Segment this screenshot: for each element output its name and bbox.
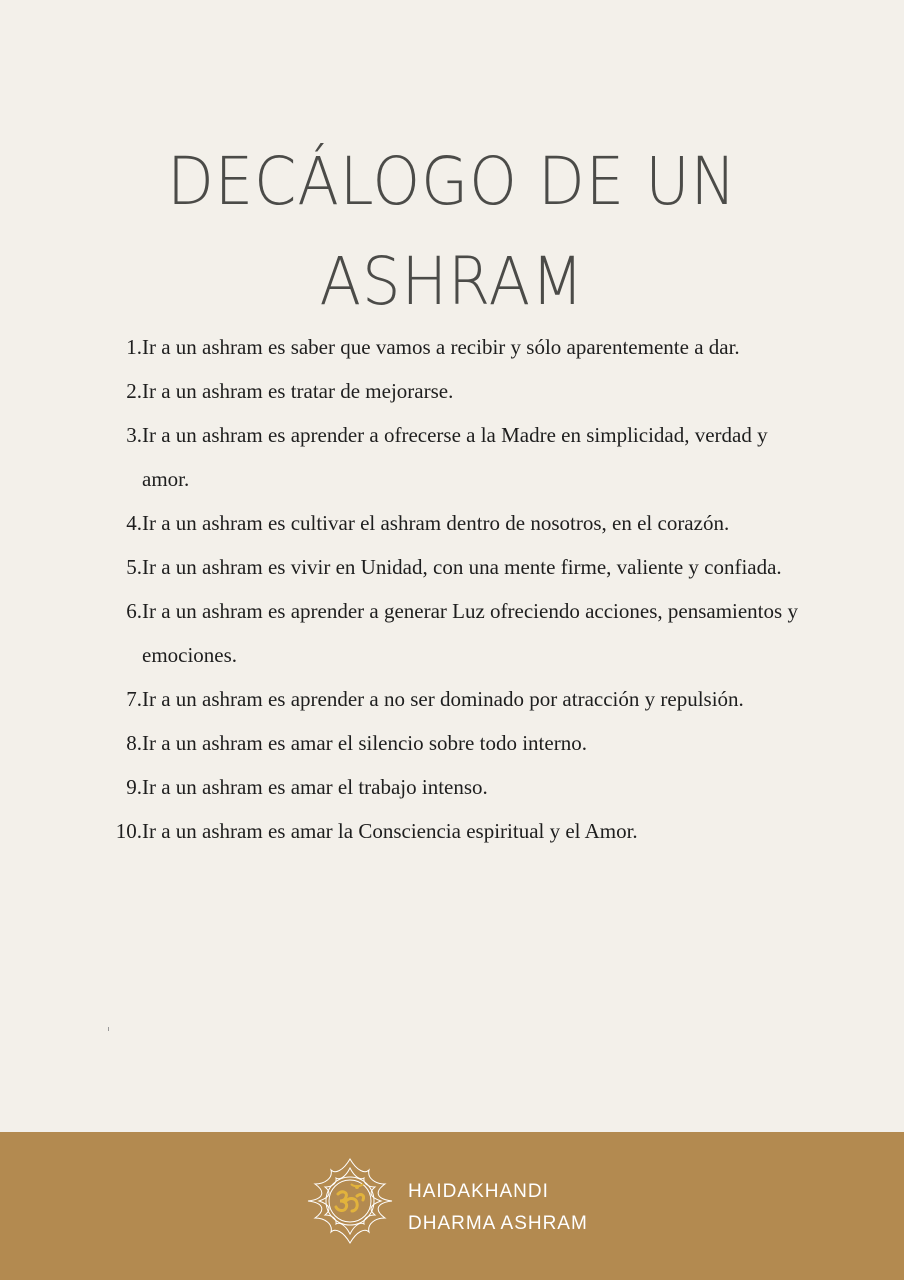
item-text: Ir a un ashram es amar la Consciencia espiritual y el Amor. (142, 819, 638, 843)
brand-line-2: DHARMA ASHRAM (408, 1213, 588, 1234)
list-item (0, 589, 904, 677)
item-number: 4. (126, 511, 142, 535)
item-number: 1. (126, 335, 142, 359)
item-number: 2. (126, 379, 142, 403)
brand-name (408, 1176, 588, 1240)
item-text: Ir a un ashram es aprender a ofrecerse a la Madre en simplicidad, verdad y amor. (142, 423, 768, 491)
title-line-1: DECÁLOGO DE UN (167, 143, 737, 221)
item-text: Ir a un ashram es aprender a no ser dominado por atracción y repulsión. (142, 687, 744, 711)
item-number: 9. (126, 775, 142, 799)
brand-line-1: HAIDAKHANDI (408, 1181, 549, 1202)
list-item (0, 501, 904, 545)
footer-banner (0, 1132, 904, 1280)
item-text: Ir a un ashram es aprender a generar Luz ofreciendo acciones, pensamientos y emociones. (142, 599, 798, 667)
item-number: 8. (126, 731, 142, 755)
item-number: 6. (126, 599, 142, 623)
stray-mark (108, 1027, 109, 1031)
item-text: Ir a un ashram es amar el trabajo intenso. (142, 775, 488, 799)
item-number: 10. (115, 819, 142, 843)
title-line-2: ASHRAM (319, 243, 585, 321)
om-lotus-icon (305, 1156, 395, 1246)
list-item (0, 413, 904, 501)
item-text: Ir a un ashram es vivir en Unidad, con una mente firme, valiente y confiada. (142, 555, 782, 579)
item-number: 5. (126, 555, 142, 579)
item-text: Ir a un ashram es saber que vamos a recibir y sólo aparentemente a dar. (142, 335, 740, 359)
list-item (0, 809, 904, 853)
item-number: 7. (126, 687, 142, 711)
decalogue-list (0, 325, 904, 853)
item-text: Ir a un ashram es amar el silencio sobre todo interno. (142, 731, 587, 755)
list-item (0, 677, 904, 721)
list-item (0, 325, 904, 369)
list-item (0, 721, 904, 765)
list-item (0, 545, 904, 589)
item-number: 3. (126, 423, 142, 447)
item-text: Ir a un ashram es tratar de mejorarse. (142, 379, 454, 403)
list-item (0, 369, 904, 413)
item-text: Ir a un ashram es cultivar el ashram dentro de nosotros, en el corazón. (142, 511, 730, 535)
page-title (0, 132, 904, 332)
list-item (0, 765, 904, 809)
